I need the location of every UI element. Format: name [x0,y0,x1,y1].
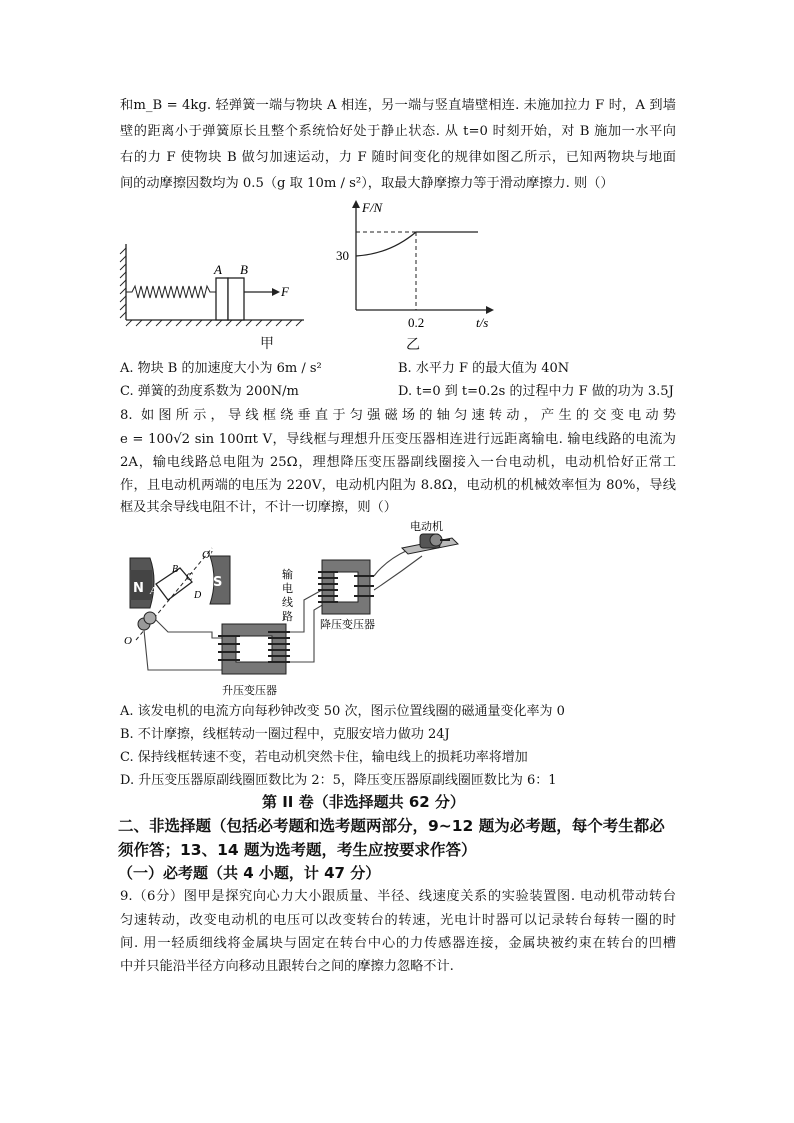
wall-hatching [120,248,126,318]
section-title: 第 II 卷（非选择题共 62 分） [262,793,465,811]
subsection-heading: （一）必考题（共 4 小题，计 47 分） [118,864,381,882]
section-heading-line-1: 二、非选择题（包括必考题和选考题两部分，9~12 题为必考题，每个考生都必 [118,817,665,835]
q8-option-d[interactable]: D. 升压变压器原副线圈匝数比为 2：5，降压变压器原副线圈匝数比为 6：1 [120,773,557,788]
q8-line-5: 框及其余导线电阻不计，不计一切摩擦，则（） [120,500,397,515]
q7-option-a[interactable]: A. 物块 B 的加速度大小为 6m / s² [120,361,322,376]
figure-jia [118,228,308,328]
label-b: B [240,262,248,277]
caption-jia: 甲 [260,336,274,352]
svg-text:N: N [133,581,144,596]
q8-line-3: 2A，输电线路总电阻为 25Ω，理想降压变压器副线圈接入一台电动机，电动机恰好正常工 [120,455,676,470]
motor-label: 电动机 [410,520,443,533]
q8-option-b[interactable]: B. 不计摩擦，线框转动一圈过程中，克服安培力做功 24J [120,727,450,742]
q8-option-c[interactable]: C. 保持线框转速不变，若电动机突然卡住，输电线上的损耗功率将增加 [120,750,528,765]
spring [126,286,216,298]
slip-ring-2 [144,612,156,624]
figure-yi [328,196,500,336]
q7-line-3: 右的力 F 使物块 B 做匀加速运动，力 F 随时间变化的规律如图乙所示，已知两物块与地面 [120,150,676,165]
x-tick-0-2: 0.2 [408,315,425,330]
q9-line-2: 匀速转动，改变电动机的电压可以改变转台的转速，光电计时器可以记录转台每转一圈的时 [120,913,676,928]
y-tick-30: 30 [336,248,349,263]
svg-text:输: 输 [282,568,293,581]
label-a: A [214,262,222,277]
caption-yi: 乙 [406,337,420,353]
q8-line-1: 8. 如图所示，导线框绕垂直于匀强磁场的轴匀速转动，产生的交变电动势 [120,408,676,423]
q9-line-4: 中并只能沿半径方向移动且跟转台之间的摩擦力忽略不计. [120,959,454,974]
x-axis-label: t/s [476,315,489,330]
svg-text:路: 路 [282,610,293,623]
force-curve [356,232,416,256]
q7-option-b[interactable]: B. 水平力 F 的最大值为 40N [398,361,570,376]
svg-text:电: 电 [282,582,293,595]
svg-text:D: D [194,590,202,601]
y-axis-label: F/N [362,200,383,215]
q7-line-4: 间的动摩擦因数均为 0.5（g 取 10m / s²），取最大静摩擦力等于滑动摩擦力. 则（） [120,176,614,191]
step-up-transformer [218,624,290,674]
q9-line-3: 间. 用一轻质细线将金属块与固定在转台中心的力传感器连接，金属块被约束在转台的凹槽 [120,936,676,951]
q8-line-2: e = 100√2 sin 100πt V，导线框与理想升压变压器相连进行远距离输电. 输电线路的电流为 [120,432,676,447]
figure-q8-transmission [118,520,468,700]
q8-line-4: 作，且电动机两端的电压为 220V，电动机内阻为 8.8Ω，电动机的机械效率恒为 80%，导线 [120,478,676,493]
ground-hatching [126,320,302,326]
step-down-label: 降压变压器 [320,618,375,631]
electric-motor [402,534,458,554]
q7-line-2: 壁的距离小于弹簧原长且整个系统恰好处于静止状态. 从 t=0 时刻开始，对 B 施加一水平向 [120,124,676,139]
q8-option-a[interactable]: A. 该发电机的电流方向每秒钟改变 50 次，图示位置线圈的磁通量变化率为 0 [120,704,565,719]
block-a [216,278,228,320]
step-up-label: 升压变压器 [222,684,277,697]
section-heading-line-2: 须作答；13、14 题为选考题，考生应按要求作答） [118,841,477,859]
q9-line-1: 9.（6分）图甲是探究向心力大小跟质量、半径、线速度关系的实验装置图. 电动机带动转台 [120,889,676,904]
svg-text:C: C [186,572,193,583]
step-down-transformer [318,560,374,614]
label-f: F [281,284,289,299]
q7-option-c[interactable]: C. 弹簧的劲度系数为 200N/m [120,384,299,399]
q7-line-1: 和m_B = 4kg. 轻弹簧一端与物块 A 相连，另一端与竖直墙壁相连. 未施加拉力 F 时，A 到墙 [120,98,676,113]
svg-text:O': O' [202,549,213,561]
svg-text:线: 线 [282,596,293,609]
svg-text:B: B [172,564,179,575]
q7-option-d[interactable]: D. t=0 到 t=0.2s 的过程中力 F 做的功为 3.5J [398,384,674,399]
svg-text:A: A [150,586,157,597]
svg-text:O: O [124,635,132,647]
block-b [228,278,244,320]
svg-text:S: S [213,575,223,590]
